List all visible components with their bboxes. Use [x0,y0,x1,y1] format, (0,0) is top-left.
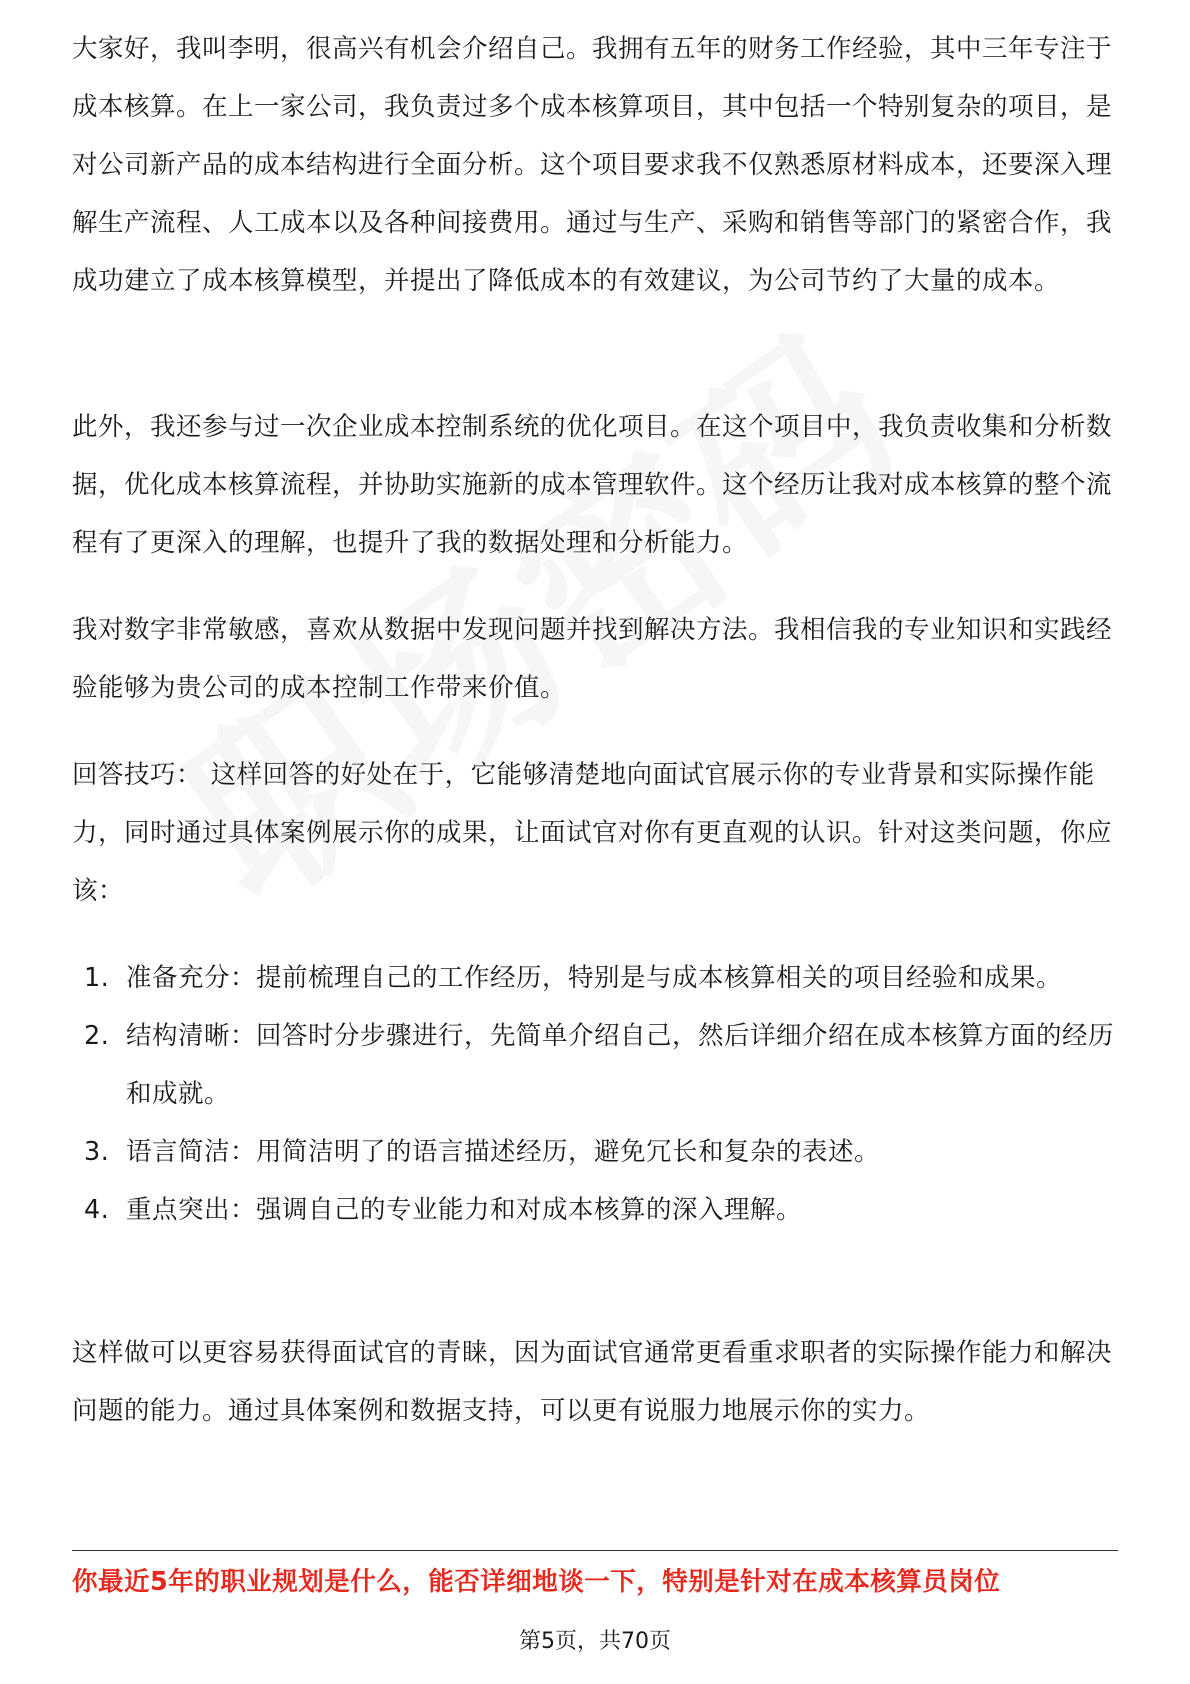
next-question-heading: 你最近5年的职业规划是什么，能否详细地谈一下，特别是针对在成本核算员岗位 [72,1567,1001,1597]
page-number: 第5页，共70页 [519,1629,671,1654]
list-item-number: 1. [84,963,110,993]
list-item-number: 3. [84,1137,110,1167]
answer-paragraph-summary: 这样做可以更容易获得面试官的青睐，因为面试官通常更看重求职者的实际操作能力和解决问题的能力。通过具体案例和数据支持，可以更有说服力地展示你的实力。 [72,1338,1113,1426]
list-item-number: 4. [84,1195,110,1225]
list-item-text: 语言简洁：用简洁明了的语言描述经历，避免冗长和复杂的表述。 [126,1137,881,1167]
answer-paragraph-intro: 大家好，我叫李明，很高兴有机会介绍自己。我拥有五年的财务工作经验，其中三年专注于成本核算。在上一家公司，我负责过多个成本核算项目，其中包括一个特别复杂的项目，是对公司新产品的成本结构进行全面分析。这个项目要求我不仅熟悉原材料成本，还要深入理解生产流程、人工成本以及各种间接费用。通过与生产、采购和销售等部门的紧密合作，我成功建立了成本核算模型，并提出了降低成本的有效建议，为公司节约了大量的成本。 [72,34,1113,296]
list-item-text: 结构清晰：回答时分步骤进行，先简单介绍自己，然后详细介绍在成本核算方面的经历和成就。 [126,1021,1115,1109]
list-item [72,1181,1118,1239]
answer-tips-intro: 回答技巧： 这样回答的好处在于，它能够清楚地向面试官展示你的专业背景和实际操作能力，同时通过具体案例展示你的成果，让面试官对你有更直观的认识。针对这类问题，你应该： [72,760,1113,906]
list-item-text: 重点突出：强调自己的专业能力和对成本核算的深入理解。 [126,1195,803,1225]
list-item-number: 2. [84,1021,110,1051]
list-item [72,1123,1118,1181]
answer-paragraph-closing: 我对数字非常敏感，喜欢从数据中发现问题并找到解决方法。我相信我的专业知识和实践经验能够为贵公司的成本控制工作带来价值。 [72,615,1113,703]
section-divider [72,1550,1118,1551]
list-item [72,1007,1118,1123]
list-item-text: 准备充分：提前梳理自己的工作经历，特别是与成本核算相关的项目经验和成果。 [126,963,1063,993]
tips-list [72,949,1118,1239]
list-item [72,949,1118,1007]
answer-paragraph-project: 此外，我还参与过一次企业成本控制系统的优化项目。在这个项目中，我负责收集和分析数据，优化成本核算流程，并协助实施新的成本管理软件。这个经历让我对成本核算的整个流程有了更深入的理解，也提升了我的数据处理和分析能力。 [72,412,1113,558]
